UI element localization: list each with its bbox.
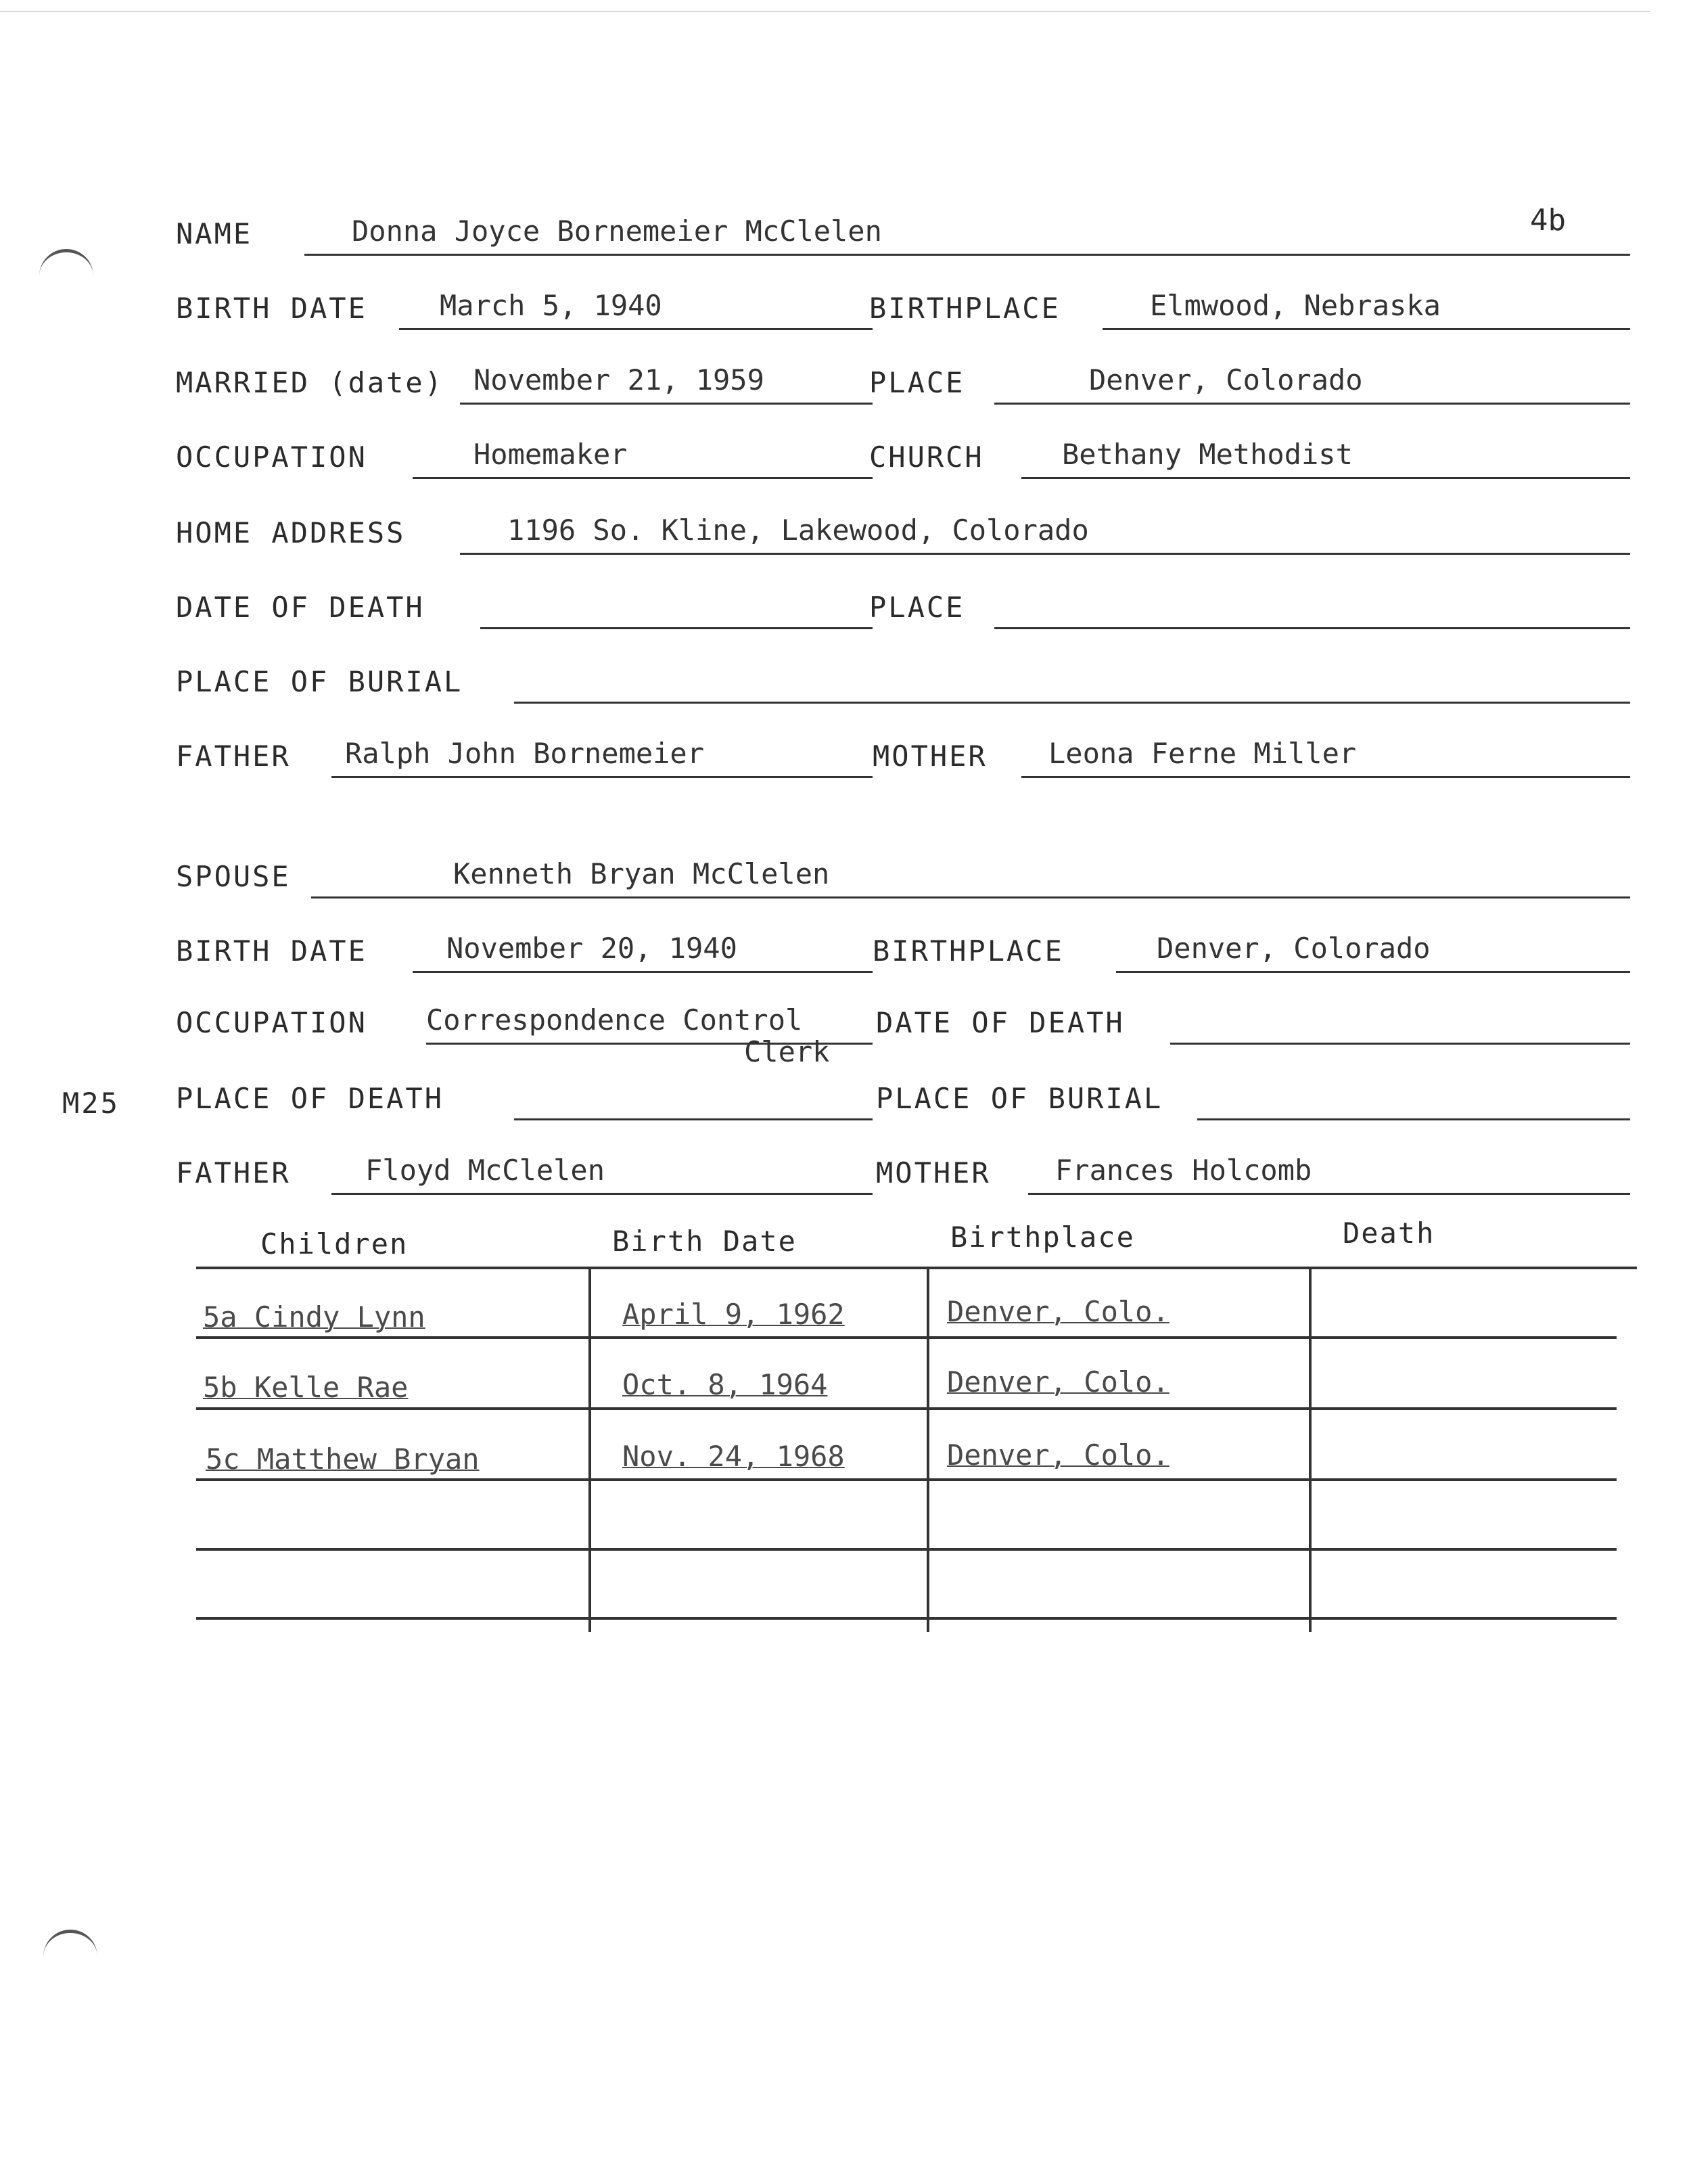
spouse-burial-label: PLACE OF BURIAL	[876, 1082, 1163, 1115]
spouse-birthplace-label: BIRTHPLACE	[873, 934, 1064, 968]
spouse-father-label: FATHER	[176, 1156, 291, 1189]
married-label: MARRIED (date)	[176, 366, 444, 399]
name-value: Donna Joyce Bornemeier McClelen	[352, 214, 882, 248]
table-row-2-birthplace: Denver, Colo.	[947, 1365, 1169, 1398]
death-place-label: PLACE	[869, 591, 965, 624]
table-row-2-name: 5b Kelle Rae	[203, 1371, 409, 1404]
occupation-label: OCCUPATION	[176, 440, 367, 474]
spouse-mother-value: Frances Holcomb	[1055, 1154, 1312, 1187]
table-row-2-birth-date: Oct. 8, 1964	[622, 1368, 828, 1401]
header-birth-date: Birth Date	[612, 1225, 797, 1258]
address-value: 1196 So. Kline, Lakewood, Colorado	[507, 514, 1089, 547]
spouse-birth-date-label: BIRTH DATE	[176, 934, 367, 968]
birth-date-label: BIRTH DATE	[176, 292, 367, 325]
address-label: HOME ADDRESS	[176, 516, 406, 549]
punch-hole-bottom	[43, 1930, 97, 1960]
spouse-value: Kenneth Bryan McClelen	[453, 857, 830, 890]
header-birthplace: Birthplace	[950, 1221, 1135, 1254]
church-value: Bethany Methodist	[1062, 438, 1353, 471]
table-row-1-name: 5a Cindy Lynn	[203, 1300, 425, 1334]
table-row-3-name: 5c Matthew Bryan	[206, 1442, 480, 1476]
table-row-3-birth-date: Nov. 24, 1968	[622, 1440, 845, 1473]
spouse-birth-date-value: November 20, 1940	[446, 932, 737, 965]
table-row-3-birthplace: Denver, Colo.	[947, 1438, 1169, 1472]
birth-date-value: March 5, 1940	[440, 289, 662, 322]
church-label: CHURCH	[869, 440, 984, 474]
table-row-1-birthplace: Denver, Colo.	[947, 1295, 1169, 1328]
address-row	[176, 514, 1630, 555]
header-death: Death	[1343, 1216, 1435, 1250]
married-place-label: PLACE	[869, 366, 965, 399]
spouse-birth-row	[176, 932, 1630, 973]
spouse-death-row	[176, 1080, 1630, 1120]
married-date-value: November 21, 1959	[473, 363, 764, 396]
spouse-death-place-label: PLACE OF DEATH	[176, 1082, 444, 1115]
married-place-value: Denver, Colorado	[1089, 363, 1363, 396]
spouse-death-date-label: DATE OF DEATH	[876, 1006, 1125, 1039]
death-row	[176, 589, 1630, 629]
father-label: FATHER	[176, 740, 291, 773]
birth-row	[176, 290, 1630, 330]
name-row	[176, 215, 1630, 256]
header-children: Children	[260, 1227, 409, 1260]
page-number: 4b	[1530, 203, 1566, 237]
mother-label: MOTHER	[873, 740, 988, 773]
table-row-1-birth-date: April 9, 1962	[622, 1298, 845, 1331]
spouse-label: SPOUSE	[176, 860, 291, 893]
side-code: M25	[62, 1087, 120, 1120]
mother-value: Leona Ferne Miller	[1048, 737, 1357, 770]
spouse-occupation-label: OCCUPATION	[176, 1006, 367, 1039]
birthplace-value: Elmwood, Nebraska	[1150, 289, 1441, 322]
spouse-birthplace-value: Denver, Colorado	[1157, 932, 1431, 965]
punch-hole-top	[39, 249, 93, 279]
spouse-parents-row	[176, 1154, 1630, 1195]
occupation-row	[176, 438, 1630, 479]
children-table	[196, 1216, 1637, 1631]
occupation-value: Homemaker	[473, 438, 628, 471]
burial-row	[176, 663, 1630, 704]
scan-edge	[0, 11, 1650, 12]
spouse-occupation-row	[176, 1004, 1630, 1045]
spouse-mother-label: MOTHER	[876, 1156, 991, 1189]
spouse-occupation-value: Correspondence Control	[426, 1003, 803, 1037]
name-label: NAME	[176, 217, 253, 250]
parents-row	[176, 737, 1630, 778]
burial-label: PLACE OF BURIAL	[176, 665, 463, 698]
married-row	[176, 364, 1630, 405]
death-date-label: DATE OF DEATH	[176, 591, 425, 624]
birthplace-label: BIRTHPLACE	[869, 292, 1061, 325]
spouse-row	[176, 858, 1630, 898]
spouse-occupation-value-line2: Clerk	[744, 1035, 830, 1068]
spouse-father-value: Floyd McClelen	[365, 1154, 605, 1187]
father-value: Ralph John Bornemeier	[345, 737, 705, 770]
